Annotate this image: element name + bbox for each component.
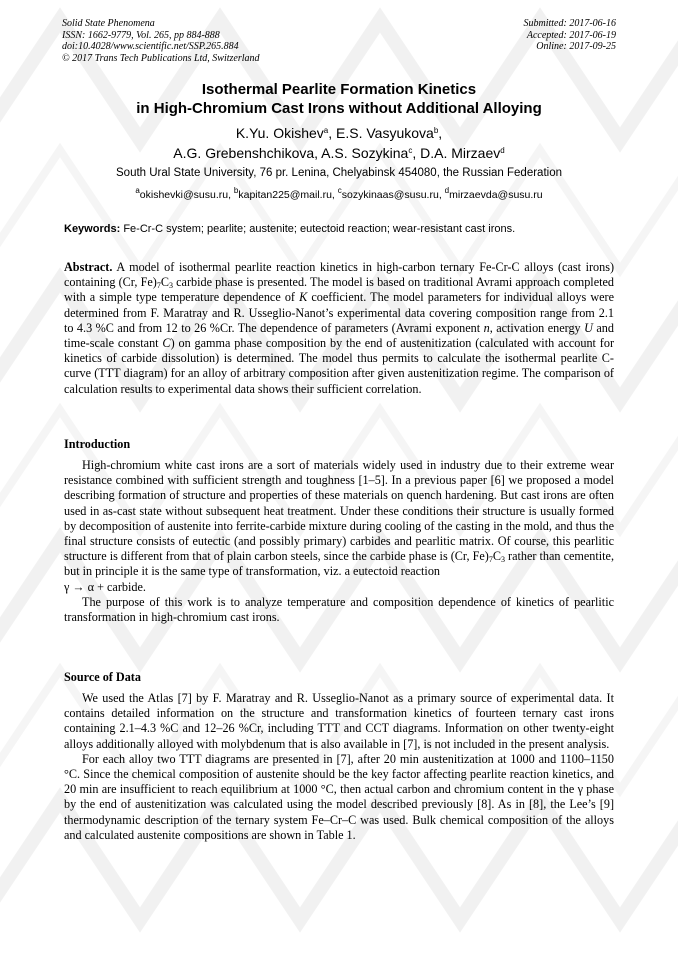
author-name: A.G. Grebenshchikova: [173, 145, 315, 161]
section-heading-source-of-data: Source of Data: [64, 670, 141, 684]
subscript: 3: [501, 555, 505, 565]
subscript: 7: [488, 555, 493, 565]
author-separator: ,: [438, 125, 443, 141]
journal-header: [62, 18, 260, 64]
author-mark: b: [433, 126, 439, 135]
author-separator: ,: [412, 145, 421, 161]
abstract-label: Abstract.: [64, 260, 113, 274]
keywords: [64, 222, 624, 236]
abstract-text: coefficient. The model parameters for individual alloys were determined from F. Maratray and R. Usseglio-Nanot’s experimental data covering composition range from 2.1 to 4.3 %C and from 12 to 26 %Cr. The dependence of parameters (Avrami exponent: [64, 290, 614, 335]
email-mark: a: [135, 186, 140, 195]
affiliation: South Ural State University, 76 pr. Lenina, Chelyabinsk 454080, the Russian Federation: [116, 167, 562, 179]
keywords-text: Fe-Cr-C system; pearlite; austenite; eutectoid reaction; wear-resistant cast irons.: [123, 223, 516, 235]
paper-title: [40, 80, 638, 118]
abstract-text: ) on gamma phase composition by the end of austenitization (calculated with account for kinetics of carbide dissolution) is determined. The model thus permits to calculate the isothermal pearlite C-curve (TTT diagram) for an alloy of arbitrary composition after given austenitization regime. The comparison of calculation results to experimental data shows their sufficient correlation.: [64, 336, 614, 396]
author-name: D.A. Mirzaev: [420, 145, 501, 161]
paragraph-text: C: [492, 549, 501, 564]
introduction-paragraph: [64, 458, 614, 625]
email-address[interactable]: kapitan225@mail.ru: [238, 189, 332, 201]
keywords-label: Keywords:: [64, 223, 121, 235]
author-name: K.Yu. Okishev: [235, 125, 324, 141]
online-date: Online: 2017-09-25: [536, 41, 616, 53]
email-list: $^a$okishevki@susu.ru, $^b$kapitan225@mail.ru, $^c$sozykinaas@susu.ru, $^d$mirzaevda@susu.ru: [135, 186, 543, 201]
paragraph-text: High-chromium white cast irons are a sort of materials widely used in industry due to their extreme wear resistance combined with sufficient strength and toughness [1–5]. In a previous paper [6] we proposed a model describing formation of structure and properties of these materials on quench hardening. But cast irons are often used in as-cast state without subsequent heat treatment. Under these conditions their structure is usually formed by decomposition of austenite into ferrite-carbide mixture during cooling of the casting in the mold, and thus the final structure consists of eutectic (and possibly primary) carbides and pearlitic matrix. Of course, this pearlitic structure is different from that of plain carbon steels, since the carbide phase is (Cr, Fe): [64, 458, 614, 564]
math-variable: n: [483, 320, 490, 335]
email-address[interactable]: sozykinaas@susu.ru: [341, 189, 439, 201]
author-name: E.S. Vasyukova: [336, 125, 434, 141]
math-variable: U: [584, 320, 593, 335]
author-separator: ,: [314, 145, 322, 161]
author-mark: a: [323, 126, 329, 135]
abstract-text: , activation energy: [489, 320, 585, 335]
abstract: [64, 260, 614, 397]
author-list: [40, 123, 638, 163]
email-mark: d: [444, 186, 450, 195]
author-name: A.S. Sozykina: [321, 145, 409, 161]
accepted-date: Accepted: 2017-06-19: [526, 29, 616, 41]
journal-copyright: © 2017 Trans Tech Publications Ltd, Switzerland: [62, 52, 260, 64]
author-mark: d: [500, 146, 505, 155]
math-variable: C: [162, 336, 171, 351]
source-paragraph: [64, 691, 614, 843]
journal-issn: ISSN: 1662-9779, Vol. 265, pp 884-888: [62, 29, 220, 41]
abstract-text: carbide phase is presented. The model is based on traditional Avrami approach completed with a simple type temperature dependence of: [64, 275, 614, 305]
subscript: 7: [156, 281, 161, 291]
author-separator: ,: [328, 125, 337, 141]
reaction-equation: γ → α + carbide.: [64, 579, 146, 594]
email-mark: c: [337, 186, 342, 195]
email-address[interactable]: mirzaevda@susu.ru: [449, 189, 543, 201]
paragraph-text: The purpose of this work is to analyze temperature and composition dependence of kinetics of pearlitic transformation in high-chromium cast irons.: [64, 594, 614, 625]
submitted-date: Submitted: 2017-06-16: [523, 18, 616, 29]
paragraph-text: For each alloy two TTT diagrams are presented in [7], after 20 min austenitization at 1000 and 1100–1150 °C. Since the chemical composition of austenite should be the key factor affecting pearlite reaction kinetics, and 20 min are insufficient to reach equilibrium at 1000 °C, then actual carbon and chromium content in the γ phase by the end of austenitization was calculated using the model described previously [8]. As in [8], the Lee’s [9] thermodynamic description of the ternary system Fe–Cr–C was used. Bulk chemical composition of the alloys and calculated austenite compositions are shown in Table 1.: [64, 751, 614, 842]
abstract-text: C: [160, 275, 169, 290]
math-variable: K: [299, 290, 308, 305]
journal-name: Solid State Phenomena: [62, 18, 155, 29]
abstract-text: A model of isothermal pearlite reaction kinetics in high-carbon ternary Fe-Cr-C alloys (cast irons) containing (Cr, Fe): [64, 260, 615, 290]
paragraph-text: rather than cementite, but in principle it is the same type of transformation, viz. a eutectoid reaction: [64, 549, 614, 579]
author-mark: c: [408, 146, 413, 155]
title-line-1: Isothermal Pearlite Formation Kinetics: [201, 81, 477, 98]
email-address[interactable]: okishevki@susu.ru: [139, 189, 229, 201]
email-mark: b: [233, 186, 239, 195]
subscript: 3: [168, 281, 173, 291]
journal-doi: doi:10.4028/www.scientific.net/SSP.265.884: [62, 41, 239, 53]
dates-header: [524, 18, 617, 53]
paragraph-text: We used the Atlas [7] by F. Maratray and R. Usseglio-Nanot as a primary source of experimental data. It contains detailed information on the structure and transformation kinetics of fourteen ternary cast irons containing 2.1–4.3 %C and 12–26 %Cr, including TTT and CCT diagrams. Information on other twenty-eight alloys additionally alloyed with molybdenum that is also available in [7], is not included in the present analysis.: [64, 691, 614, 751]
section-heading-introduction: Introduction: [64, 437, 131, 451]
abstract-text: and time-scale constant: [64, 320, 614, 351]
title-line-2: in High-Chromium Cast Irons without Additional Alloying: [136, 100, 542, 117]
